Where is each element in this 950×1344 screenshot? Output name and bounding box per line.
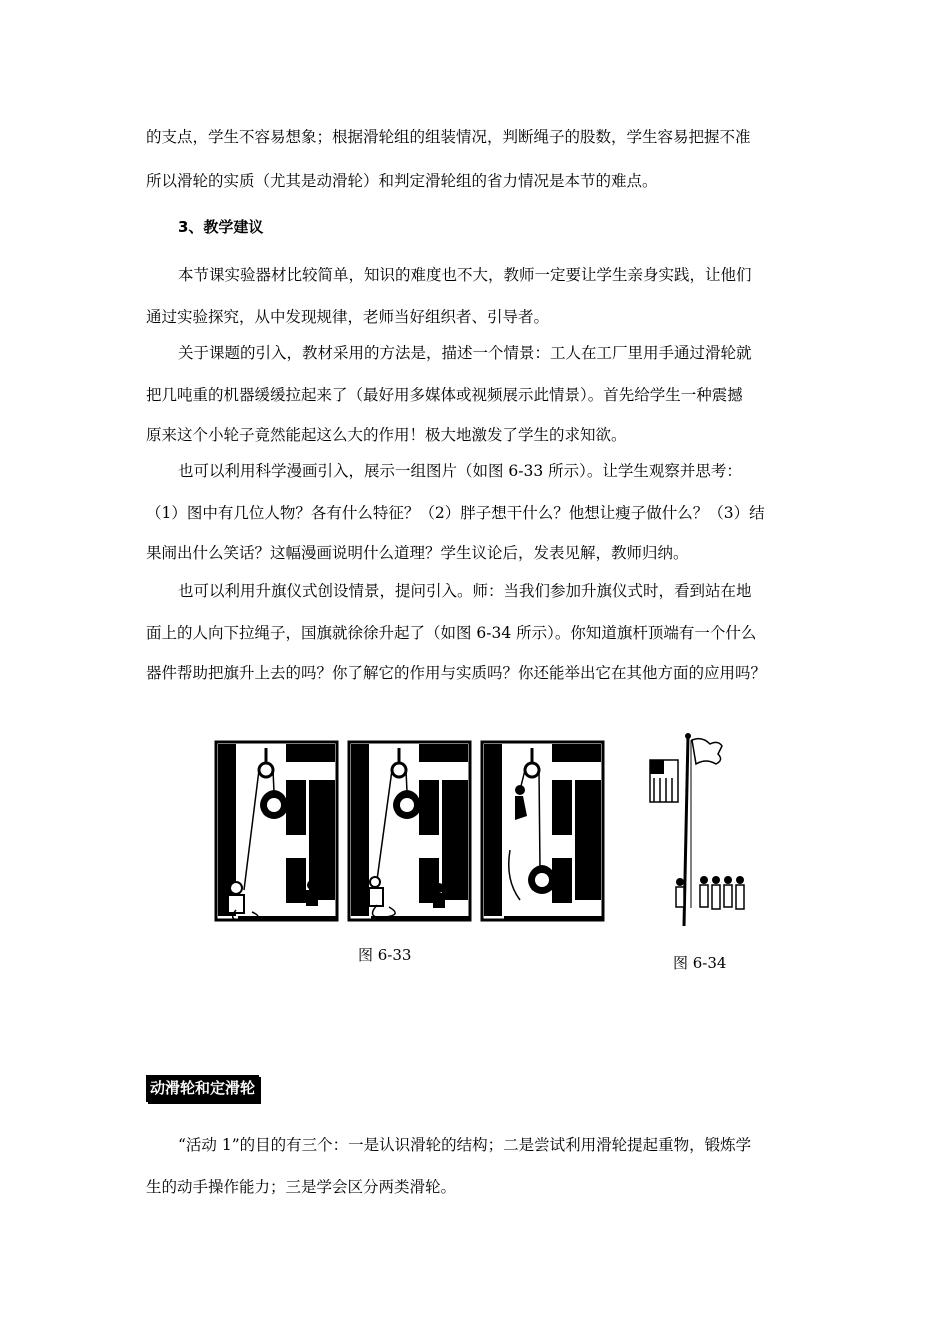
paragraph-line: “活动 1”的目的有三个：一是认识滑轮的结构；二是尝试利用滑轮提起重物，锻炼学 [178,1136,752,1154]
paragraph-line: 器件帮助把旗升上去的吗？你了解它的作用与实质吗？你还能举出它在其他方面的应用吗？ [146,664,767,682]
cartoon-panel-3 [482,742,603,920]
paragraph-line: （1）图中有几位人物？各有什么特征？（2）胖子想干什么？他想让瘦子做什么？（3）结 [146,504,765,522]
cartoon-panel-2 [349,742,470,920]
paragraph-line: 的支点，学生不容易想象；根据滑轮组的组装情况，判断绳子的股数，学生容易把握不准 [146,128,751,146]
paragraph-line: 面上的人向下拉绳子，国旗就徐徐升起了（如图 6-34 所示）。你知道旗杆顶端有一个什么 [146,624,757,642]
paragraph-line: 也可以利用科学漫画引入，展示一组图片（如图 6-33 所示）。让学生观察并思考： [178,462,742,480]
paragraph-line: 关于课题的引入，教材采用的方法是，描述一个情景：工人在工厂里用手通过滑轮就 [178,344,752,362]
section-heading: 3、教学建议 [178,218,264,236]
paragraph-line: 把几吨重的机器缓缓拉起来了（最好用多媒体或视频展示此情景）。首先给学生一种震撼 [146,386,743,404]
paragraph-line: 所以滑轮的实质（尤其是动滑轮）和判定滑轮组的省力情况是本节的难点。 [146,172,658,190]
paragraph-line: 原来这个小轮子竟然能起这么大的作用！极大地激发了学生的求知欲。 [146,426,627,444]
paragraph-line: 果闹出什么笑话？这幅漫画说明什么道理？学生议论后，发表见解，教师归纳。 [146,544,689,562]
flag-raising-figure [636,730,748,928]
paragraph-line: 本节课实验器材比较简单，知识的难度也不大，教师一定要让学生亲身实践，让他们 [178,266,752,284]
section-title-label: 动滑轮和定滑轮 [146,1075,259,1102]
paragraph-line: 也可以利用升旗仪式创设情景，提问引入。师：当我们参加升旗仪式时，看到站在地 [178,582,752,600]
cartoon-panel-1 [216,742,337,920]
figure-caption: 图 6-34 [673,954,727,972]
figure-caption: 图 6-33 [358,946,412,964]
paragraph-line: 生的动手操作能力；三是学会区分两类滑轮。 [146,1178,457,1196]
paragraph-line: 通过实验探究，从中发现规律，老师当好组织者、引导者。 [146,308,550,326]
pulley-cartoon-figure [214,740,606,924]
